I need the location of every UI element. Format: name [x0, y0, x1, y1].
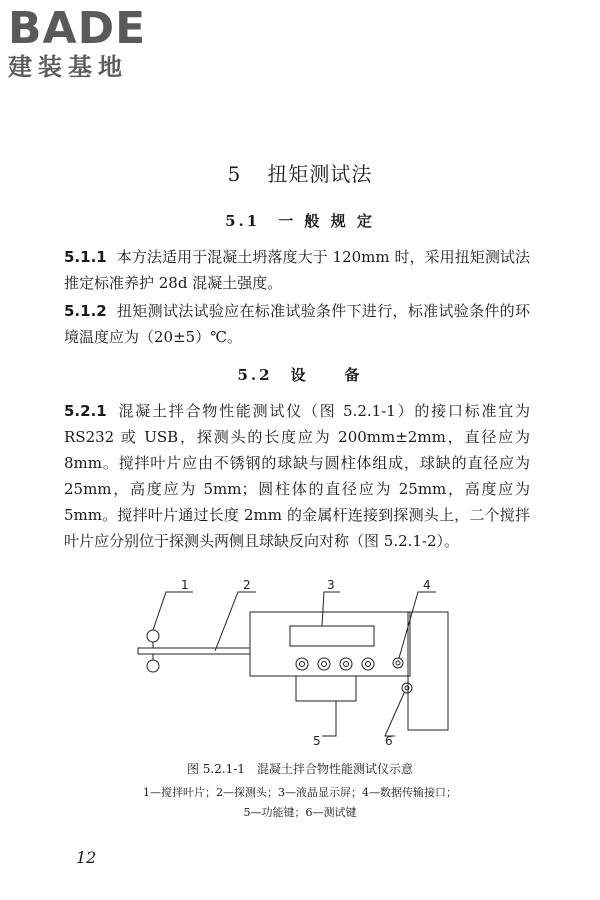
figure-caption: 图 5.2.1-1 混凝土拌合物性能测试仪示意 — [186, 762, 414, 776]
page-number: 12 — [76, 848, 97, 867]
bottom-module — [296, 676, 356, 701]
function-key — [296, 658, 308, 670]
blade-lower — [147, 660, 159, 672]
chapter-heading — [0, 158, 600, 187]
function-key — [318, 658, 330, 670]
tester-diagram — [0, 575, 600, 755]
section-heading-5-1: 5.1 一 般 规 定 — [225, 212, 375, 230]
side-clamp — [408, 612, 448, 730]
figure-label: 6 — [385, 734, 393, 748]
function-key — [340, 658, 352, 670]
blade-upper — [147, 630, 159, 642]
clause-number: 5.1.1 — [64, 248, 107, 266]
clause-number: 5.2.1 — [64, 402, 107, 420]
clause-text: 混凝土拌合物性能测试仪（图 5.2.1-1）的接口标准宜为 RS232 或 USB，探测头的长度应为 200mm±2mm，直径应为 8mm。搅拌叶片应由不锈钢的球缺与圆柱体组成，球缺的直径应为 25mm，高度应为 5mm；圆柱体的直径应为 25mm，高度应为 5mm。搅拌叶片通过长度 2mm 的金属杆连接到探测头上，二个搅拌叶片应分别位于探测头两侧且球缺反向对称（图 5.2.1-2）。 — [64, 402, 530, 550]
figure-label: 4 — [423, 578, 431, 592]
clause-text: 扭矩测试法试验应在标准试验条件下进行，标准试验条件的环境温度应为（20±5）℃。 — [64, 302, 530, 346]
publisher-logo — [8, 3, 178, 82]
figure-label: 5 — [313, 734, 321, 748]
chapter-title: 扭矩测试法 — [267, 162, 373, 186]
section-heading-5-2: 5.2 设 备 — [237, 366, 363, 384]
figure-label: 3 — [327, 578, 335, 592]
clause-5-1-1 — [64, 244, 530, 296]
figure-legend-line-2: 5—功能键；6—测试键 — [243, 806, 357, 819]
logo-wordmark: BADE — [8, 3, 147, 54]
test-key — [402, 683, 412, 693]
lcd-screen — [290, 626, 374, 646]
clause-number: 5.1.2 — [64, 302, 107, 320]
clause-text: 本方法适用于混凝土坍落度大于 120mm 时，采用扭矩测试法推定标准养护 28d 混凝土强度。 — [64, 248, 530, 292]
logo-subtitle: 建装基地 — [8, 53, 128, 81]
clause-5-2-1 — [64, 398, 530, 554]
function-key — [362, 658, 374, 670]
clause-5-1-2 — [64, 298, 530, 350]
data-port — [393, 658, 403, 668]
figure-legend-line-1: 1—搅拌叶片；2—探测头；3—液晶显示屏；4—数据传输接口； — [143, 786, 457, 799]
figure-label: 2 — [243, 578, 251, 592]
figure-label: 1 — [181, 578, 189, 592]
probe-rod — [138, 648, 250, 654]
chapter-number: 5 — [227, 162, 242, 186]
